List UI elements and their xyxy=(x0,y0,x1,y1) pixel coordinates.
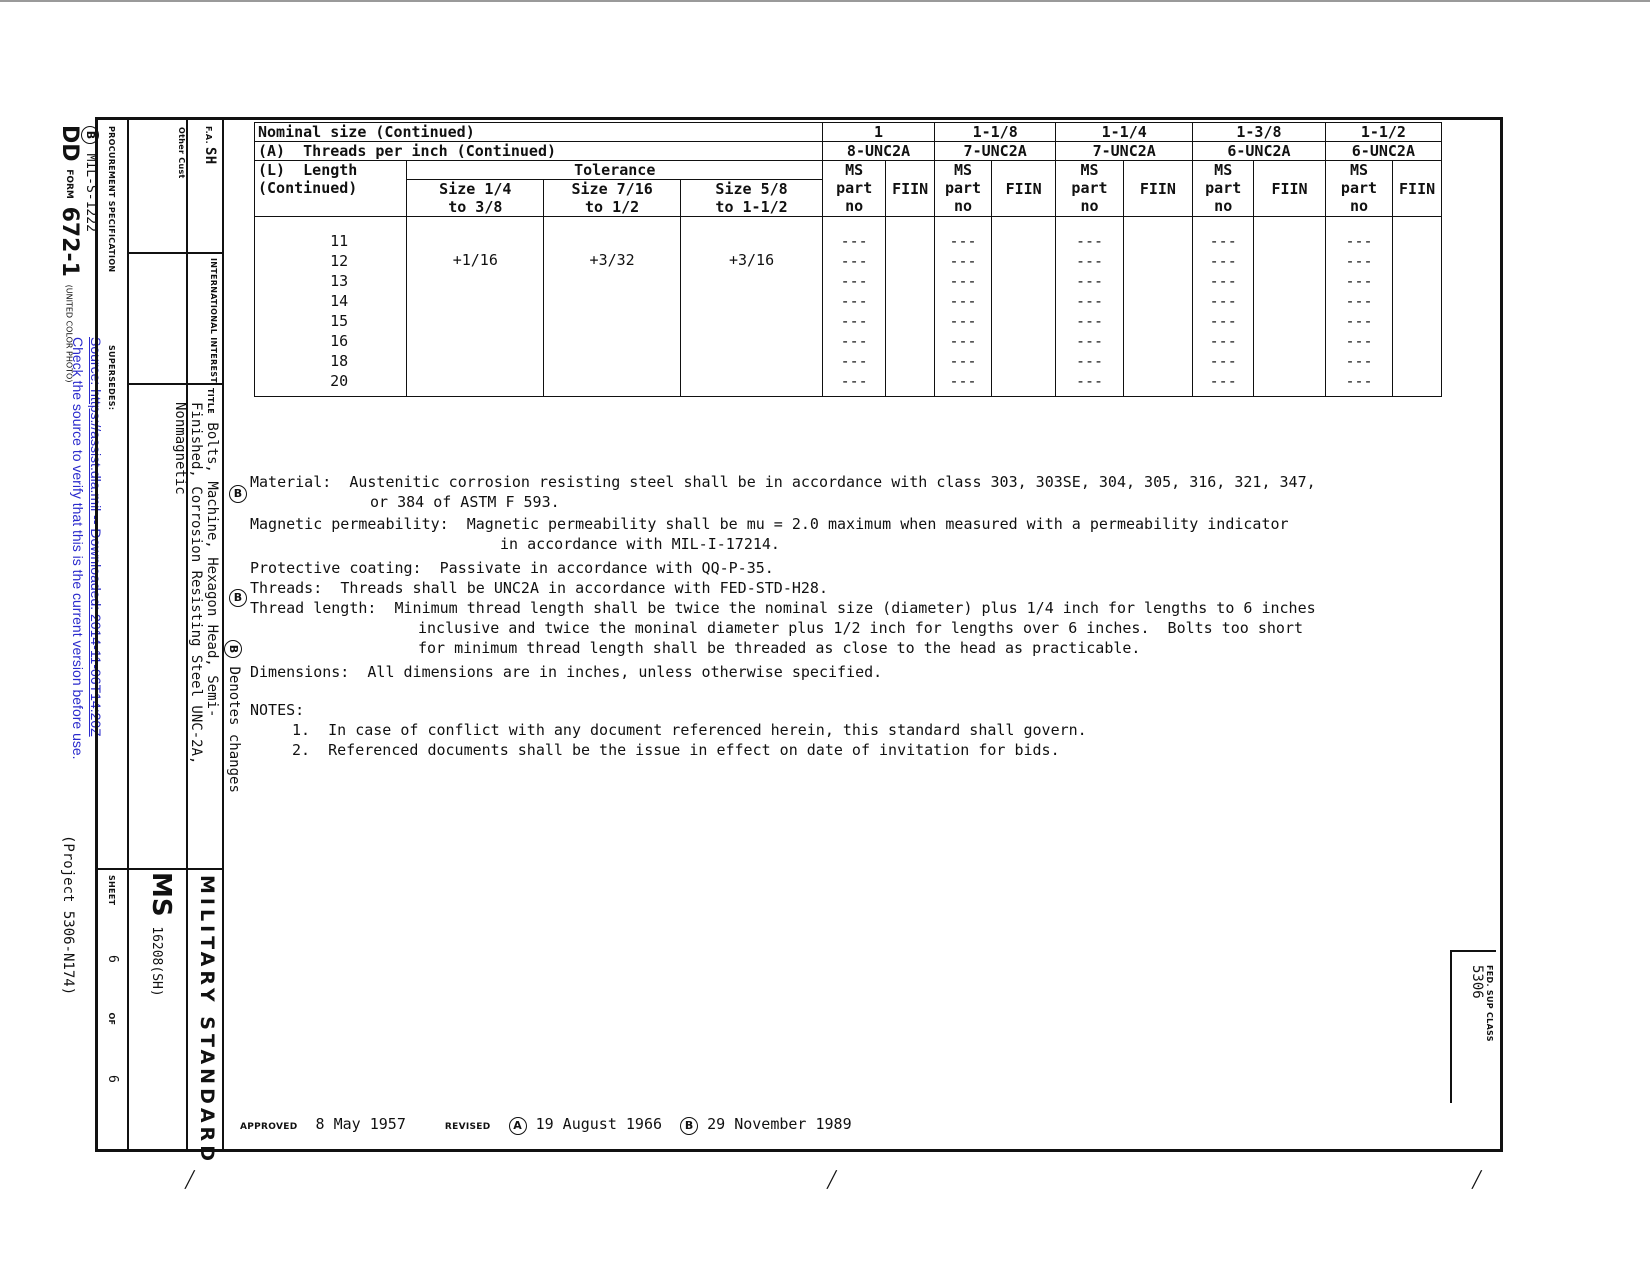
ms-part-col: --- --- --- --- --- --- --- --- xyxy=(1056,217,1123,397)
tolerance-value: +1/16 xyxy=(407,217,544,397)
fiin-header: FIIN xyxy=(1123,161,1192,217)
threads-line: Threads: Threads shall be UNC2A in accordance with FED-STD-H28. xyxy=(250,579,828,597)
revision-b-marker: B xyxy=(224,640,242,658)
thread-header: 6-UNC2A xyxy=(1325,142,1441,161)
length-value: 15 xyxy=(330,312,349,330)
ms-number: MS 16208(SH) xyxy=(146,872,176,997)
title-block: TITLE Bolts, Machine, Hexagon Head, Semi- Finished, Corrosion Resisting Steel UNC-2A, Nonmagnetic xyxy=(172,388,220,765)
thread-length-line-3: for minimum thread length shall be threaded as close to the head as practicable. xyxy=(418,639,1141,657)
ms-part-col: --- --- --- --- --- --- --- --- xyxy=(823,217,886,397)
fiin-col xyxy=(1254,217,1326,397)
international-interest-label: INTERNATIONAL INTEREST xyxy=(209,258,218,384)
military-standard-label: MILITARY STANDARD xyxy=(196,875,218,1165)
tolerance-col-header: Size 7/16 to 1/2 xyxy=(544,180,681,217)
length-values xyxy=(255,217,407,397)
procurement-spec-value: B MIL-S-1222 xyxy=(81,126,102,232)
scan-tick: ╱ xyxy=(1472,1170,1482,1189)
ms-part-header: MS part no xyxy=(823,161,886,217)
note-2: 2. Referenced documents shall be the issue in effect on date of invitation for bids. xyxy=(292,741,1060,759)
length-header: (L) Length (Continued) xyxy=(255,161,407,217)
notes-label: NOTES: xyxy=(250,701,305,719)
tolerance-value: +3/32 xyxy=(544,217,681,397)
magnetic-line-1: Magnetic permeability: Magnetic permeability shall be mu = 2.0 maximum when measured with a permeability indicator xyxy=(250,515,1289,533)
denotes-changes: B Denotes changes xyxy=(224,640,242,793)
source-note-line1[interactable]: Source: https://assist.dla.mil -- Downloaded: 2014-11-06T14:20Z xyxy=(88,337,104,737)
length-value: 18 xyxy=(330,352,349,370)
approval-line: APPROVED 8 May 1957 REVISED A 19 August 1966 B 29 November 1989 xyxy=(240,1115,852,1133)
tolerance-value: +3/16 xyxy=(681,217,823,397)
size-header: 1-1/4 xyxy=(1056,123,1193,142)
size-header: 1 xyxy=(823,123,935,142)
tolerance-col-header: Size 5/8 to 1-1/2 xyxy=(681,180,823,217)
tolerance-header: Tolerance xyxy=(407,161,823,180)
length-value: 16 xyxy=(330,332,349,350)
coating-line: Protective coating: Passivate in accordance with QQ-P-35. xyxy=(250,559,774,577)
revision-b-marker: B xyxy=(229,589,247,607)
fed-sup-class: FED. SUP CLASS 5306 xyxy=(1469,965,1494,1042)
other-cust-label: Other Cust xyxy=(177,127,186,179)
requirements-text xyxy=(250,472,1450,760)
top-border xyxy=(0,0,1650,2)
revision-b-marker: B xyxy=(229,485,247,503)
tolerance-col-header: Size 1/4 to 3/8 xyxy=(407,180,544,217)
material-line-2: or 384 of ASTM F 593. xyxy=(370,493,560,511)
length-value: 13 xyxy=(330,272,349,290)
length-value: 14 xyxy=(330,292,349,310)
revision-b-marker: B xyxy=(680,1117,698,1135)
supersedes-label: SUPERSEDES: xyxy=(107,345,116,411)
fiin-header: FIIN xyxy=(992,161,1056,217)
magnetic-line-2: in accordance with MIL-I-17214. xyxy=(500,535,780,553)
fiin-header: FIIN xyxy=(886,161,935,217)
side-divider-3 xyxy=(97,868,222,870)
revision-a-marker: A xyxy=(509,1117,527,1135)
thread-header: 7-UNC2A xyxy=(1056,142,1193,161)
note-1: 1. In case of conflict with any document referenced herein, this standard shall govern. xyxy=(292,721,1087,739)
revision-b-marker: B xyxy=(81,126,99,144)
sheet-info: SHEET 6 OF 6 xyxy=(105,875,120,1083)
threads-header: (A) Threads per inch (Continued) xyxy=(255,142,823,161)
ms-part-header: MS part no xyxy=(1193,161,1254,217)
form-number: DD FORM 672-1 (UNITED COLOR PHOTO) (Project 5306-N174) xyxy=(57,125,82,996)
ms-part-col: --- --- --- --- --- --- --- --- xyxy=(935,217,992,397)
ms-part-header: MS part no xyxy=(1325,161,1392,217)
thread-length-line-2: inclusive and twice the moninal diameter plus 1/2 inch for lengths over 6 inches. Bolts too short xyxy=(418,619,1304,637)
size-header: 1-1/2 xyxy=(1325,123,1441,142)
scan-tick: ╱ xyxy=(185,1170,195,1189)
fiin-header: FIIN xyxy=(1393,161,1442,217)
ms-part-col: --- --- --- --- --- --- --- --- xyxy=(1325,217,1392,397)
fiin-col xyxy=(992,217,1056,397)
procurement-spec-label: PROCUREMENT SPECIFICATION xyxy=(107,126,116,273)
fa-label: F.A. SH xyxy=(202,126,218,165)
fiin-header: FIIN xyxy=(1254,161,1326,217)
size-header: 1-1/8 xyxy=(935,123,1056,142)
material-line-1: Material: Austenitic corrosion resisting steel shall be in accordance with class 303, 303SE, 304, 305, 316, 321, 347, xyxy=(250,473,1316,491)
thread-header: 8-UNC2A xyxy=(823,142,935,161)
length-value: 20 xyxy=(330,372,349,390)
length-value: 11 xyxy=(330,232,349,250)
ms-part-col: --- --- --- --- --- --- --- --- xyxy=(1193,217,1254,397)
side-divider-2 xyxy=(127,383,222,385)
fiin-col xyxy=(1123,217,1192,397)
side-col-line-3 xyxy=(222,120,224,1150)
thread-header: 7-UNC2A xyxy=(935,142,1056,161)
length-value: 12 xyxy=(330,252,349,270)
thread-length-line-1: Thread length: Minimum thread length shall be twice the nominal size (diameter) plus 1/4 inch for lengths to 6 inches xyxy=(250,599,1316,617)
dimensions-line: Dimensions: All dimensions are in inches, unless otherwise specified. xyxy=(250,663,883,681)
nominal-size-header: Nominal size (Continued) xyxy=(255,123,823,142)
fiin-col xyxy=(886,217,935,397)
thread-header: 6-UNC2A xyxy=(1193,142,1326,161)
scan-tick: ╱ xyxy=(827,1170,837,1189)
ms-part-header: MS part no xyxy=(1056,161,1123,217)
ms-part-header: MS part no xyxy=(935,161,992,217)
size-header: 1-3/8 xyxy=(1193,123,1326,142)
side-col-line-1 xyxy=(127,120,129,1150)
source-note-line2[interactable]: Check the source to verify that this is the current version before use. xyxy=(70,337,86,760)
fiin-col xyxy=(1393,217,1442,397)
dimensions-table xyxy=(254,122,1442,397)
side-divider-1 xyxy=(127,252,222,254)
